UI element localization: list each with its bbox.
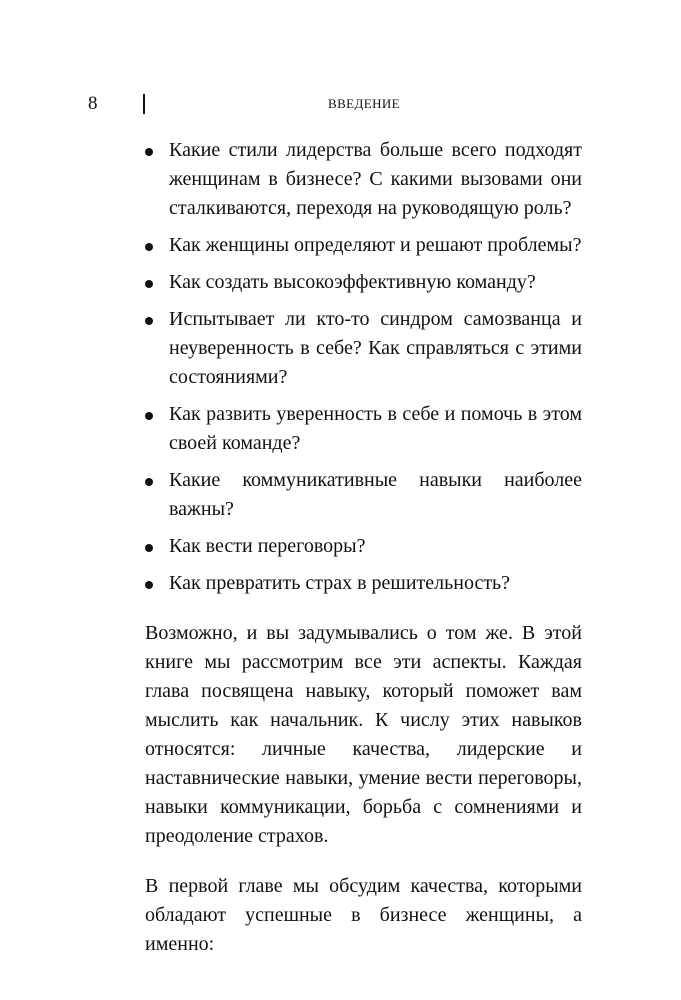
list-item: Как развить уверенность в себе и помочь в этом своей команде? — [145, 400, 582, 458]
page-number: 8 — [88, 93, 98, 114]
list-item: Как вести переговоры? — [145, 532, 582, 561]
page-header — [0, 92, 681, 116]
list-item: Какие коммуникативные навыки наиболее важны? — [145, 466, 582, 524]
list-item: Какие стили лидерства больше всего подходят женщинам в бизнесе? С какими вызовами они сталкиваются, переходя на руководящую роль? — [145, 136, 582, 223]
list-item: Как превратить страх в решительность? — [145, 569, 582, 598]
list-item: Как создать высокоэффективную команду? — [145, 268, 582, 297]
list-item: Как женщины определяют и решают проблемы? — [145, 231, 582, 260]
body-paragraph: В первой главе мы обсудим качества, которыми обладают успешные в бизнесе женщины, а именно: — [145, 875, 582, 955]
body-paragraph: Возможно, и вы задумывались о том же. В этой книге мы рассмотрим все эти аспекты. Каждая глава посвящена навыку, который поможет вам мыслить как начальник. К числу этих навыков относятся: личные качества, лидерские и наставнические навыки, умение вести переговоры, навыки коммуникации, борьба с сомнениями и преодоление страхов. — [145, 622, 582, 847]
question-list — [145, 136, 582, 598]
running-title: ВВЕДЕНИЕ — [328, 96, 401, 111]
list-item: Испытывает ли кто-то синдром самозванца и неуверенность в себе? Как справляться с этими состояниями? — [145, 305, 582, 392]
page-body — [145, 136, 582, 959]
header-divider — [143, 94, 145, 114]
